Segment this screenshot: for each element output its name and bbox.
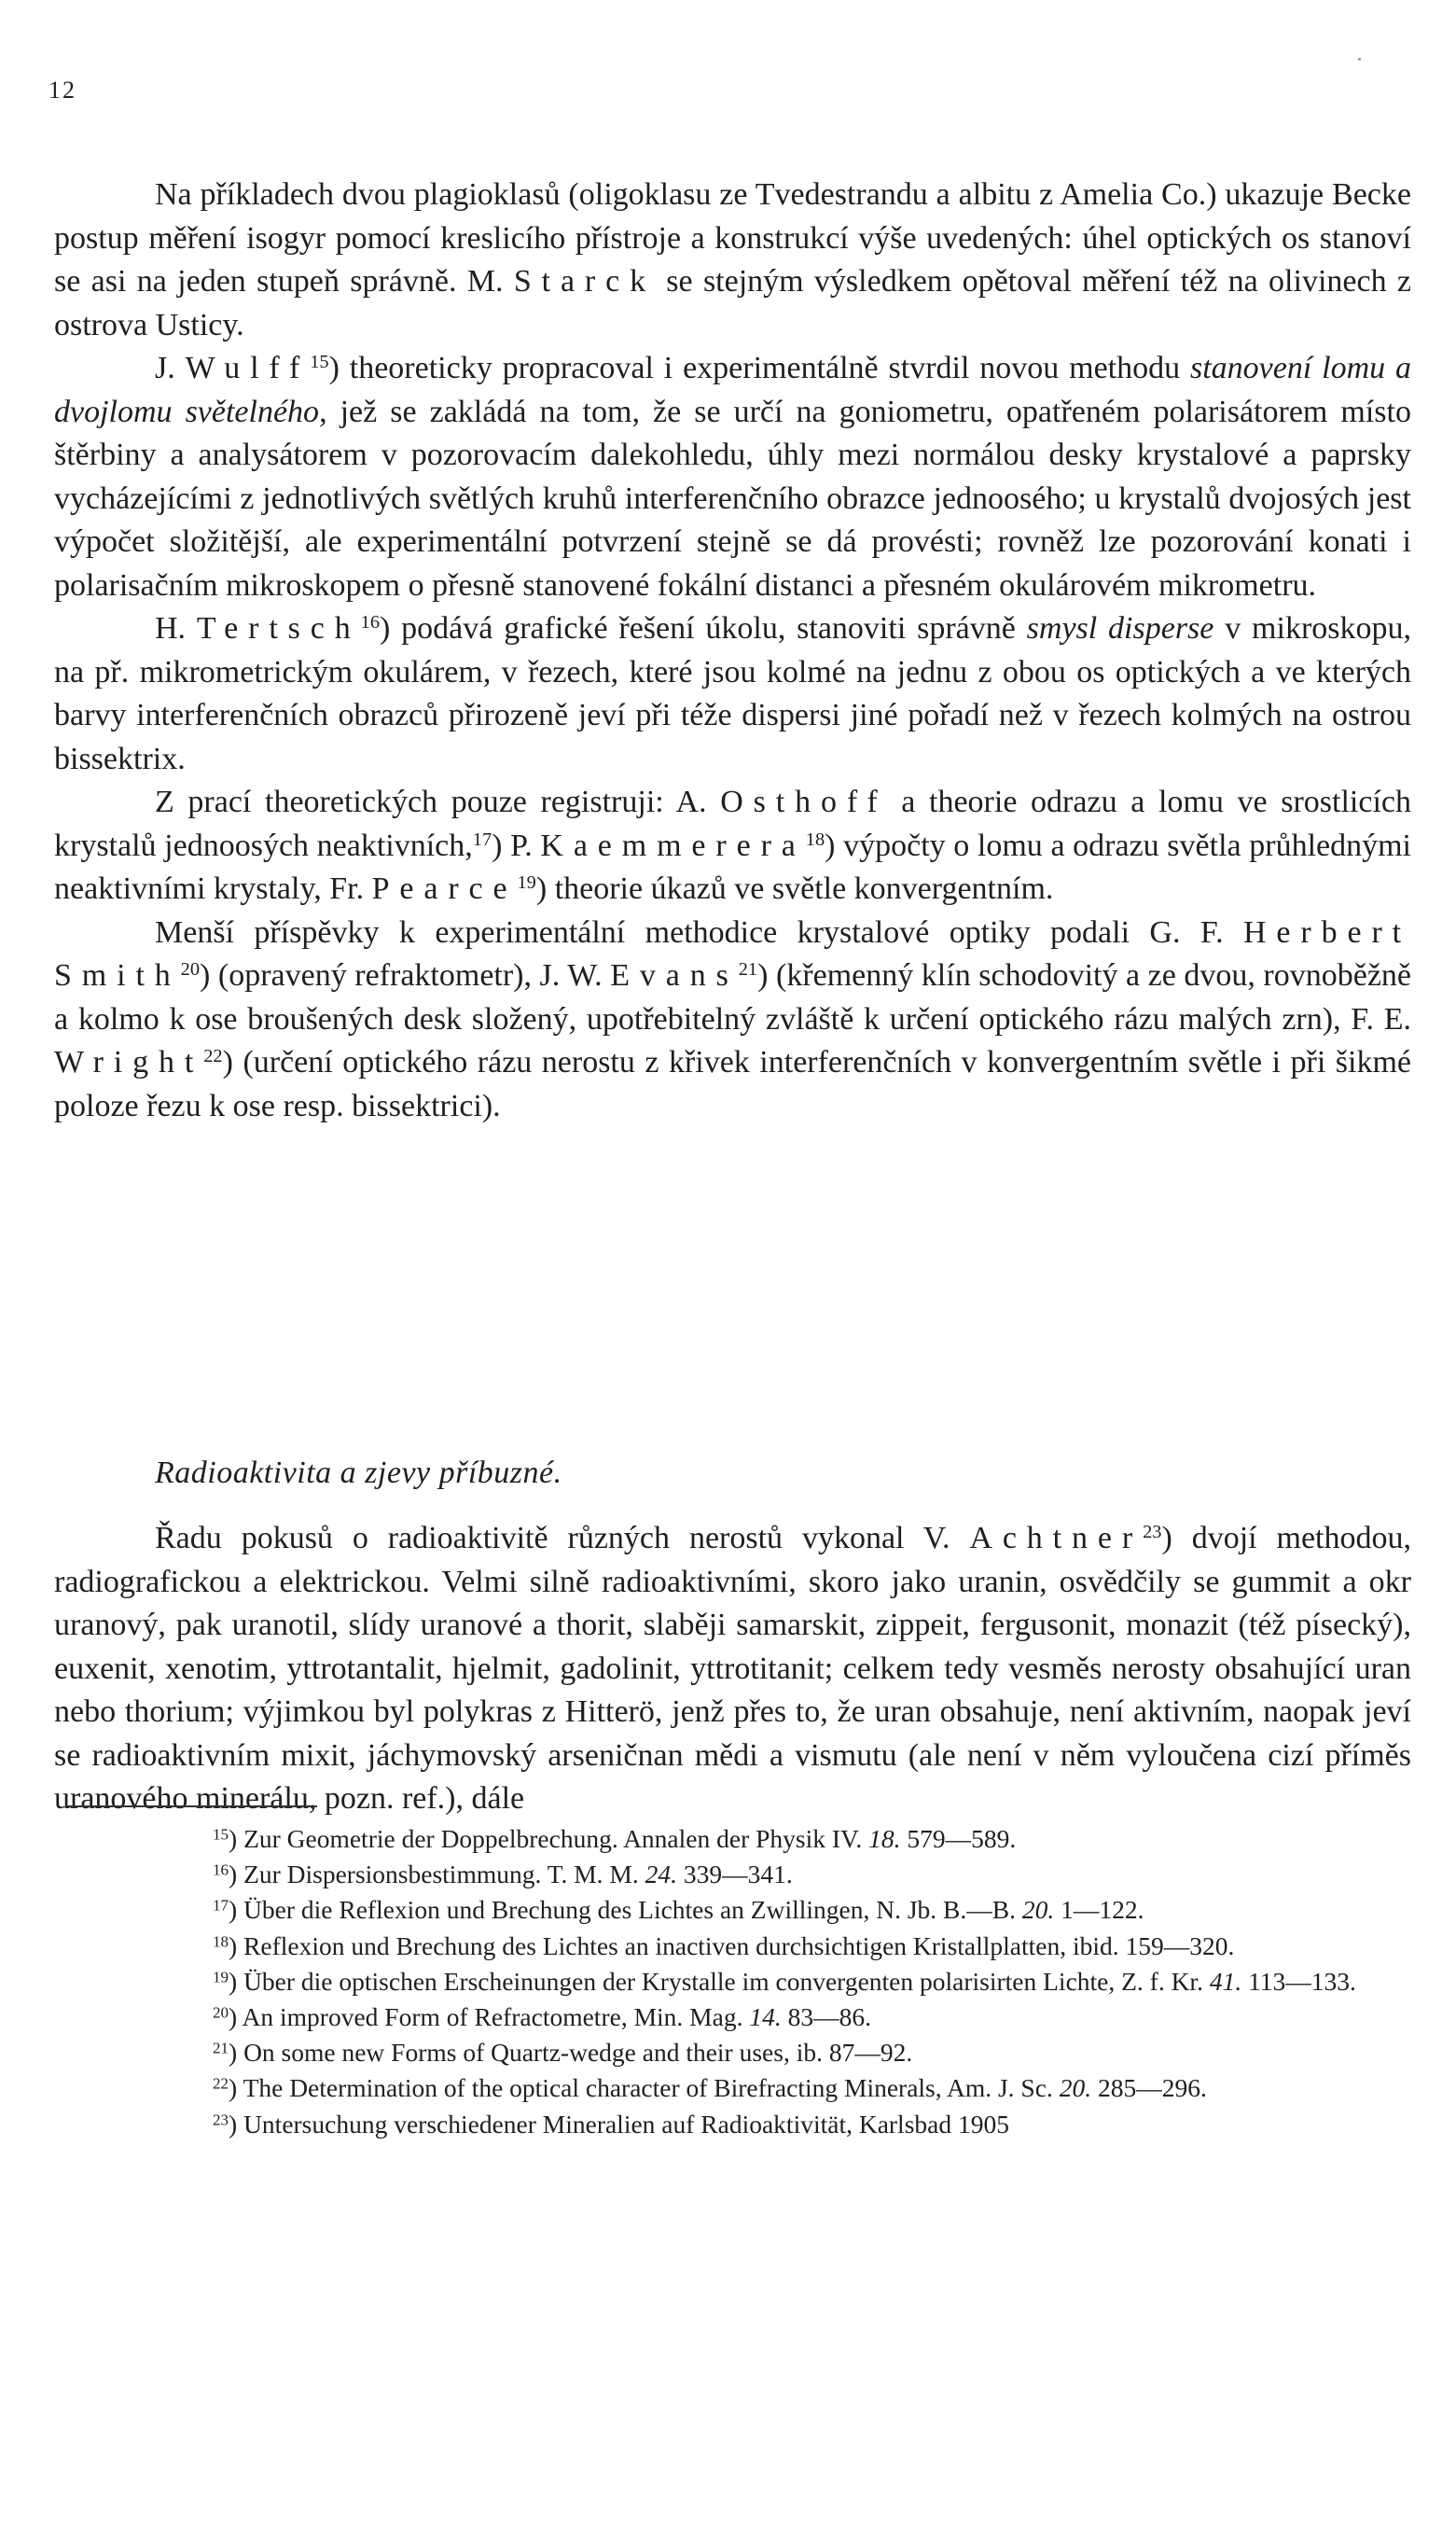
text-run: J. [155, 351, 186, 385]
author-name: Pearce [371, 871, 518, 906]
page-range: 83—86. [781, 2002, 871, 2032]
footnote [54, 1821, 1411, 1857]
paragraph-tertsch [54, 607, 1411, 781]
footnote-separator [65, 1805, 317, 1807]
main-text [54, 174, 1411, 1128]
volume-number: 18. [868, 1824, 901, 1853]
page-range: 339—341. [677, 1860, 793, 1889]
author-name: Osthoff [720, 785, 888, 819]
page-number: 12 [49, 77, 76, 104]
footnote-text: ) Zur Dispersionsbestimmung. T. M. M. [229, 1860, 645, 1889]
page-range: 113—133. [1241, 1966, 1356, 1996]
page-range: 1—122. [1054, 1895, 1144, 1925]
text-run: Z prací theoretických pouze registruji: A. [155, 785, 721, 819]
volume-number: 41. [1209, 1966, 1242, 1996]
footnote-number: 16 [213, 1860, 229, 1879]
footnote-text: ) On some new Forms of Quartz-wedge and their uses, ib. 87—92. [229, 2038, 913, 2068]
volume-number: 24. [645, 1860, 678, 1889]
page-range: 579—589. [900, 1824, 1017, 1853]
text-run: ) výpočty o lomu a odrazu světla průhlednými neaktivními krystaly, Fr. [54, 828, 1411, 906]
volume-number: 20. [1059, 2073, 1092, 2103]
text-run: se stejným výsledkem opětoval měření též na olivinech z ostrova Usticy. [54, 264, 1411, 342]
paragraph-achtner [54, 1517, 1411, 1821]
section-text [54, 1517, 1411, 1821]
footnote-ref: 19 [517, 871, 536, 893]
text-run: ) (opravený refraktometr), J. W. [200, 958, 611, 993]
footnotes [54, 1821, 1411, 2142]
footnote-ref: 20 [180, 958, 201, 980]
scan-speck [1358, 58, 1361, 61]
footnote-number: 22 [213, 2074, 229, 2093]
volume-number: 14. [749, 2002, 782, 2032]
footnote-text: ) Über die optischen Erscheinungen der Krystalle im convergenten polarisirten Lichte, Z. f. Kr. [229, 1966, 1210, 1996]
footnote [54, 1999, 1411, 2035]
text-run: Na příkladech dvou plagioklasů (oligoklasu ze Tvedestrandu a albitu z Amelia Co.) ukazuje Becke postup měření isogyr pomocí kreslicího přístroje a konstrukcí výše uvedených: úhel optických os stanoví se asi na jeden stupeň správně. M. [54, 177, 1411, 299]
footnote-ref: 23 [1143, 1521, 1162, 1542]
text-run: ) theorie úkazů ve světle konvergentním. [535, 871, 1054, 906]
footnote-ref: 15 [310, 351, 329, 372]
text-run: ) (křemenný klín schodovitý a ze dvou, rovnoběžně a kolmo k ose broušených desk složený, upotřebitelný zvláště k určení optického rázu malých zrn), F. E. [54, 958, 1411, 1037]
author-name: Starck [513, 264, 656, 299]
footnote [54, 1929, 1411, 1964]
footnote-text: ) Über die Reflexion und Brechung des Lichtes an Zwillingen, N. Jb. B.—B. [229, 1895, 1022, 1925]
paragraph-becke [54, 174, 1411, 347]
text-run: H. [155, 611, 197, 646]
footnote [54, 1892, 1411, 1928]
paragraph-theoretical [54, 781, 1411, 912]
footnote [54, 1857, 1411, 1892]
footnote-number: 21 [213, 2039, 229, 2057]
text-run: ) dvojí methodou, radiografickou a elektrickou. Velmi silně radioaktivními, skoro jako uranin, osvědčily se gummit a okr uranový, pak uranotil, slídy uranové a thorit, slaběji samarskit, zippeit, fergusonit, monazit (též písecký), euxenit, xenotim, yttrotantalit, hjelmit, gadolinit, yttrotitanit; celkem tedy vesměs nerosty obsahující uran nebo thorium; výjimkou byl polykras z Hitterö, jenž přes to, že uran obsahuje, není aktivním, naopak jeví se radioaktivním mixit, jáchymovský arseničnan mědi a vismutu (ale není v něm vyloučena cizí příměs uranového minerálu, pozn. ref.), dále [54, 1521, 1411, 1816]
author-name: Wulff [185, 351, 311, 385]
footnote-text: ) Zur Geometrie der Doppelbrechung. Annalen der Physik IV. [229, 1824, 869, 1853]
paragraph-wulff [54, 347, 1411, 607]
italic-term: stanovení lomu a dvojlomu světelného [54, 351, 1411, 429]
footnote-text: ) The Determination of the optical character of Birefracting Minerals, Am. J. Sc. [229, 2073, 1060, 2103]
footnote-number: 18 [213, 1932, 229, 1951]
text-run: Řadu pokusů o radioaktivitě různých nerostů vykonal V. [155, 1521, 970, 1555]
footnote-ref: 22 [203, 1045, 223, 1066]
author-name: Evans [610, 958, 739, 993]
text-run: , jež se zakládá na tom, že se určí na goniometru, opatřeném polarisátorem místo štěrbiny a analysátorem v pozorovacím dalekohledu, úhly mezi normálou desky krystalové a paprsky vycházejícími z jednotlivých světlých kruhů interferenčního obrazce jednoosého; u krystalů dvojosých jest výpočet složitější, ale experimentální potvrzení stejně se dá provésti; rovněž lze pozorování konati i polarisačním mikroskopem o přesně stanovené fokální distanci a přesném okulárovém mikrometru. [54, 394, 1411, 603]
footnote-number: 19 [213, 1968, 229, 1986]
text-run: ) theoreticky propracoval i experimentálně stvrdil novou methodu [328, 351, 1190, 385]
author-name: Tertsch [196, 611, 361, 646]
text-run: a theorie odrazu a lomu ve srostlicích krystalů jednoosých neaktivních, [54, 785, 1411, 863]
footnote-number: 17 [213, 1896, 229, 1915]
footnote-ref: 17 [472, 829, 492, 850]
text-run: v mikroskopu, na př. mikrometrickým okulárem, v řezech, které jsou kolmé na jednu z obou os optických a ve kterých barvy interferenčních obrazců přirozeně jeví při téže dispersi jiné pořadí než v řezech kolmých na ostrou bissektrix. [54, 611, 1411, 776]
footnote-ref: 21 [738, 958, 758, 980]
page-range: 285—296. [1091, 2073, 1207, 2103]
footnote-number: 15 [213, 1825, 229, 1844]
text-run: ) podává grafické řešení úkolu, stanoviti správně [380, 611, 1027, 646]
footnote-text: ) Reflexion und Brechung des Lichtes an inactiven durchsichtigen Kristallplatten, ibid. 159—320. [229, 1930, 1235, 1960]
footnote [54, 2107, 1411, 2142]
section-heading: Radioaktivita a zjevy příbuzné. [155, 1456, 562, 1490]
author-name: Achtner [969, 1521, 1144, 1555]
author-name: Wright [54, 1045, 204, 1080]
footnote [54, 2035, 1411, 2070]
footnote-text: ) An improved Form of Refractometre, Min. Mag. [229, 2002, 750, 2032]
footnote-ref: 18 [805, 829, 825, 850]
text-run: Menší příspěvky k experimentální methodice krystalové optiky podali G. F. [155, 914, 1243, 950]
footnote-number: 20 [213, 2003, 229, 2022]
text-run: ) P. [492, 828, 541, 863]
footnote [54, 2070, 1411, 2106]
volume-number: 20. [1021, 1895, 1055, 1925]
text-run: ) (určení optického rázu nerostu z křivek interferenčních v konvergentním světle i při šikmé poloze řezu k ose resp. bissektrici). [54, 1045, 1411, 1123]
author-name: Herbert Smith [54, 914, 1411, 993]
footnote-ref: 16 [360, 611, 381, 633]
footnote-number: 23 [213, 2111, 229, 2129]
paragraph-experimental [54, 912, 1411, 1129]
footnote [54, 1964, 1411, 1999]
footnote-text: ) Untersuchung verschiedener Mineralien auf Radioaktivität, Karlsbad 1905 [229, 2109, 1009, 2139]
italic-term: smysl disperse [1026, 611, 1214, 646]
author-name: Kaemmerera [540, 828, 806, 863]
